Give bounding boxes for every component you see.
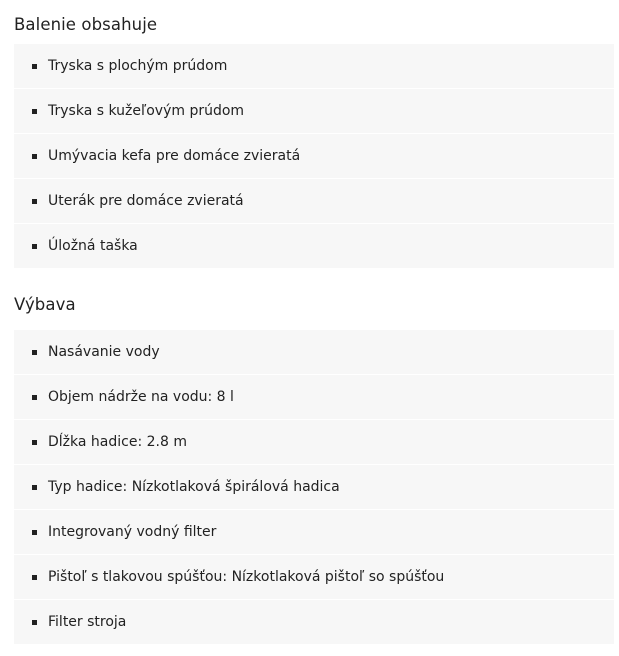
list-item <box>14 510 614 555</box>
list-item <box>14 465 614 510</box>
list-item <box>14 600 614 644</box>
bullet-icon <box>32 109 37 114</box>
section-title-package: Balenie obsahuje <box>14 15 158 34</box>
list-item-label: Filter stroja <box>48 614 127 630</box>
bullet-icon <box>32 244 37 249</box>
bullet-icon <box>32 485 37 490</box>
equipment-list <box>14 330 614 644</box>
bullet-icon <box>32 620 37 625</box>
list-item-label: Nasávanie vody <box>48 344 160 360</box>
bullet-icon <box>32 530 37 535</box>
bullet-icon <box>32 575 37 580</box>
list-item <box>14 134 614 179</box>
list-item-label: Tryska s kužeľovým prúdom <box>48 103 245 119</box>
list-item <box>14 375 614 420</box>
list-item <box>14 89 614 134</box>
bullet-icon <box>32 395 37 400</box>
bullet-icon <box>32 199 37 204</box>
bullet-icon <box>32 64 37 69</box>
list-item <box>14 44 614 89</box>
list-item <box>14 555 614 600</box>
list-item-label: Integrovaný vodný filter <box>48 524 217 540</box>
bullet-icon <box>32 440 37 445</box>
bullet-icon <box>32 154 37 159</box>
list-item-label: Dĺžka hadice: 2.8 m <box>48 434 187 450</box>
list-item-label: Umývacia kefa pre domáce zvieratá <box>48 148 301 164</box>
list-item-label: Typ hadice: Nízkotlaková špirálová hadica <box>48 479 340 495</box>
package-list <box>14 44 614 268</box>
list-item-label: Uterák pre domáce zvieratá <box>48 193 244 209</box>
bullet-icon <box>32 350 37 355</box>
list-item <box>14 179 614 224</box>
list-item <box>14 420 614 465</box>
section-title-equipment: Výbava <box>14 295 76 314</box>
list-item <box>14 330 614 375</box>
list-item <box>14 224 614 268</box>
list-item-label: Objem nádrže na vodu: 8 l <box>48 389 234 405</box>
list-item-label: Pištoľ s tlakovou spúšťou: Nízkotlaková pištoľ so spúšťou <box>48 569 445 585</box>
list-item-label: Tryska s plochým prúdom <box>48 58 228 74</box>
list-item-label: Úložná taška <box>48 238 138 254</box>
